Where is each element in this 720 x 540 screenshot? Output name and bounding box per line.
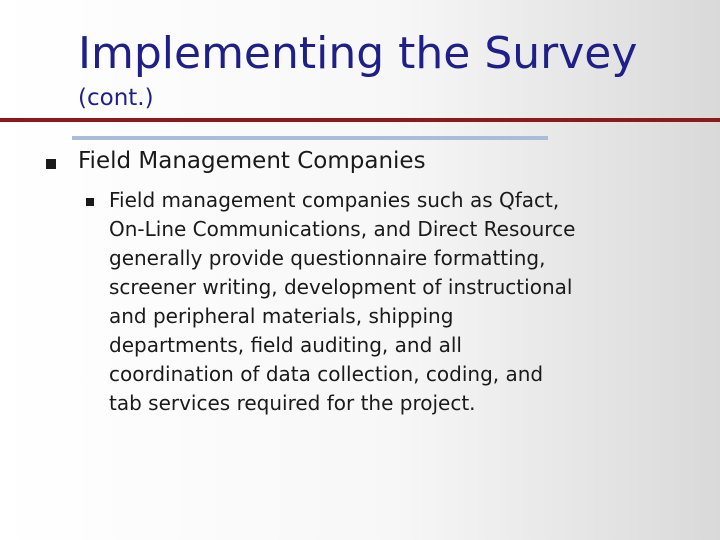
sub-bullet-line: screener writing, development of instructional — [109, 275, 573, 299]
sub-bullet-line: Field management companies such as Qfact, — [109, 188, 560, 212]
sub-bullet-line: and peripheral materials, shipping — [109, 304, 454, 328]
sub-bullet-line: On-Line Communications, and Direct Resource — [109, 217, 576, 241]
square-bullet-icon — [46, 159, 56, 169]
sub-bullet-text — [109, 186, 689, 418]
bullet-heading: Field Management Companies — [78, 148, 426, 174]
slide-subtitle: (cont.) — [78, 85, 154, 111]
title-divider-blue — [72, 136, 548, 140]
sub-bullet-line: tab services required for the project. — [109, 391, 476, 415]
square-bullet-icon — [86, 198, 94, 206]
sub-bullet-line: generally provide questionnaire formatting, — [109, 246, 546, 270]
title-divider-red — [0, 118, 720, 122]
slide-title: Implementing the Survey — [78, 28, 638, 79]
sub-bullet-line: coordination of data collection, coding, and — [109, 362, 544, 386]
sub-bullet-line: departments, field auditing, and all — [109, 333, 462, 357]
